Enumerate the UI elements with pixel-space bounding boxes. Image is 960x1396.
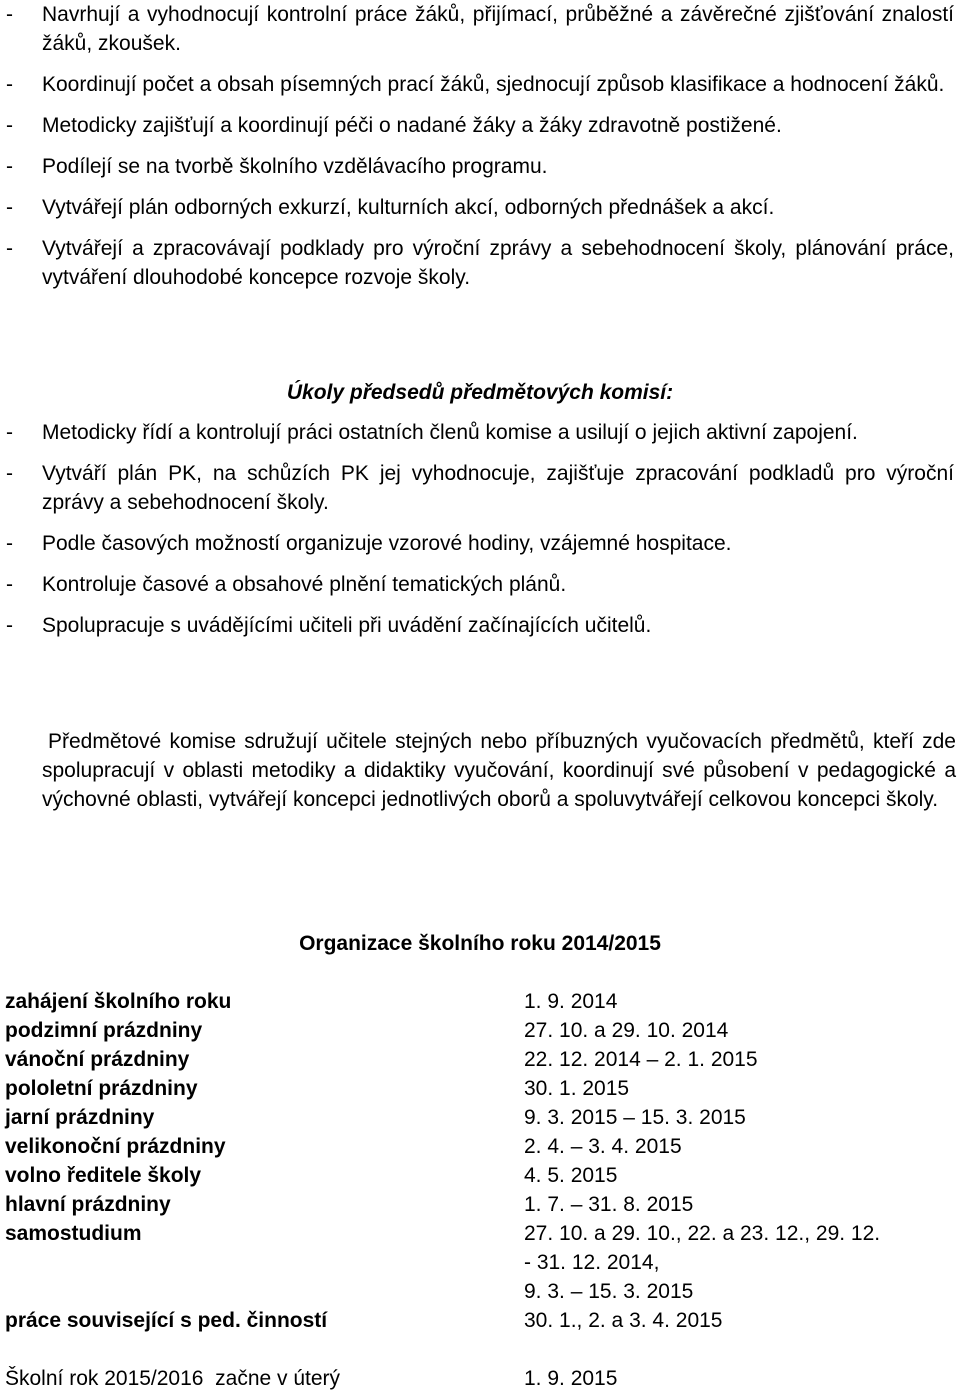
list-item-text: Metodicky zajišťují a koordinují péči o nadané žáky a žáky zdravotně postižené. — [42, 114, 782, 137]
list-item-text: Kontroluje časové a obsahové plnění tematických plánů. — [42, 573, 567, 596]
dash-marker: - — [6, 73, 13, 96]
list-item — [0, 529, 960, 558]
schedule-value: - 31. 12. 2014, — [524, 1251, 660, 1274]
list-item — [0, 0, 960, 58]
schedule-label: volno ředitele školy — [5, 1164, 202, 1187]
dash-marker: - — [6, 237, 13, 260]
dash-marker: - — [6, 196, 13, 219]
dash-marker: - — [6, 3, 13, 26]
schedule-value: 9. 3. – 15. 3. 2015 — [524, 1280, 694, 1303]
schedule-row — [5, 1190, 960, 1219]
next-year-start-row — [5, 1364, 960, 1393]
next-year-start-label: Školní rok 2015/2016 začne v úterý — [5, 1367, 341, 1390]
dash-marker: - — [6, 421, 13, 444]
schedule-label: pololetní prázdniny — [5, 1077, 198, 1100]
schedule-label: velikonoční prázdniny — [5, 1135, 226, 1158]
schedule-row — [5, 1277, 960, 1306]
schedule-row — [5, 1219, 960, 1248]
schedule-row — [5, 1248, 960, 1277]
chairs-duties-list — [0, 418, 960, 652]
list-item — [0, 459, 960, 517]
dash-marker: - — [6, 573, 13, 596]
dash-marker: - — [6, 614, 13, 637]
schedule-label — [5, 1277, 524, 1306]
schedule-value: 30. 1. 2015 — [524, 1077, 630, 1100]
list-item — [0, 611, 960, 640]
list-item-text: Podílejí se na tvorbě školního vzdělávacího programu. — [42, 155, 548, 178]
list-item — [0, 70, 960, 99]
commissions-paragraph: Předmětové komise sdružují učitele stejných nebo příbuzných vyučovacích předmětů, kteří zde spolupracují v oblasti metodiky a didaktiky vyučování, koordinují své působení v pedagogické a výchovné oblasti, vytvářejí koncepci jednotlivých oborů a spoluvytvářejí celkovou koncepci školy. — [42, 730, 956, 811]
dash-marker: - — [6, 532, 13, 555]
list-item-text: Spolupracuje s uvádějícími učiteli při uvádění začínajících učitelů. — [42, 614, 652, 637]
schedule-label: zahájení školního roku — [5, 990, 232, 1013]
schedule-row — [5, 1132, 960, 1161]
list-item — [0, 234, 960, 292]
schedule-label: práce související s ped. činností — [5, 1309, 328, 1332]
schedule-value: 2. 4. – 3. 4. 2015 — [524, 1135, 682, 1158]
schedule-label: podzimní prázdniny — [5, 1019, 203, 1042]
list-item-text: Vytvářejí a zpracovávají podklady pro výroční zprávy a sebehodnocení školy, plánování práce, vytváření dlouhodobé koncepce rozvoje školy. — [42, 237, 954, 289]
schedule-label: samostudium — [5, 1222, 142, 1245]
schedule-value: 1. 9. 2014 — [524, 990, 618, 1013]
schedule-value: 27. 10. a 29. 10., 22. a 23. 12., 29. 12. — [524, 1222, 881, 1245]
list-item-text: Metodicky řídí a kontrolují práci ostatních členů komise a usilují o jejich aktivní zapojení. — [42, 421, 858, 444]
list-item-text: Vytvářejí plán odborných exkurzí, kulturních akcí, odborných přednášek a akcí. — [42, 196, 775, 219]
schedule-row — [5, 1306, 960, 1335]
list-item-text: Vytváří plán PK, na schůzích PK jej vyhodnocuje, zajišťuje zpracování podkladů pro výroční zprávy a sebehodnocení školy. — [42, 462, 954, 514]
list-item — [0, 111, 960, 140]
list-item-text: Koordinují počet a obsah písemných prací žáků, sjednocují způsob klasifikace a hodnocení žáků. — [42, 73, 945, 96]
schedule-row — [5, 1161, 960, 1190]
list-item-text: Podle časových možností organizuje vzorové hodiny, vzájemné hospitace. — [42, 532, 732, 555]
schedule-value: 4. 5. 2015 — [524, 1164, 618, 1187]
schedule-value: 1. 7. – 31. 8. 2015 — [524, 1193, 694, 1216]
dash-marker: - — [6, 114, 13, 137]
schedule-value: 22. 12. 2014 – 2. 1. 2015 — [524, 1048, 758, 1071]
schedule-label: hlavní prázdniny — [5, 1193, 171, 1216]
schedule-table — [5, 987, 960, 1335]
schedule-row — [5, 1016, 960, 1045]
schedule-row — [5, 1074, 960, 1103]
schedule-label: vánoční prázdniny — [5, 1048, 190, 1071]
schedule-value: 27. 10. a 29. 10. 2014 — [524, 1019, 729, 1042]
dash-marker: - — [6, 155, 13, 178]
schedule-row — [5, 1103, 960, 1132]
section-heading-chairs-duties: Úkoly předsedů předmětových komisí: — [286, 381, 674, 404]
schedule-value: 9. 3. 2015 – 15. 3. 2015 — [524, 1106, 746, 1129]
list-item — [0, 152, 960, 181]
schedule-row — [5, 1045, 960, 1074]
schedule-label: jarní prázdniny — [5, 1106, 155, 1129]
duties-list — [0, 0, 960, 304]
list-item — [0, 570, 960, 599]
dash-marker: - — [6, 462, 13, 485]
next-year-start-value: 1. 9. 2015 — [524, 1367, 618, 1390]
school-year-heading: Organizace školního roku 2014/2015 — [299, 932, 661, 955]
schedule-row — [5, 987, 960, 1016]
list-item — [0, 193, 960, 222]
list-item — [0, 418, 960, 447]
list-item-text: Navrhují a vyhodnocují kontrolní práce žáků, přijímací, průběžné a závěrečné zjišťování znalostí žáků, zkoušek. — [42, 3, 954, 55]
schedule-value: 30. 1., 2. a 3. 4. 2015 — [524, 1309, 723, 1332]
schedule-label — [5, 1248, 524, 1277]
